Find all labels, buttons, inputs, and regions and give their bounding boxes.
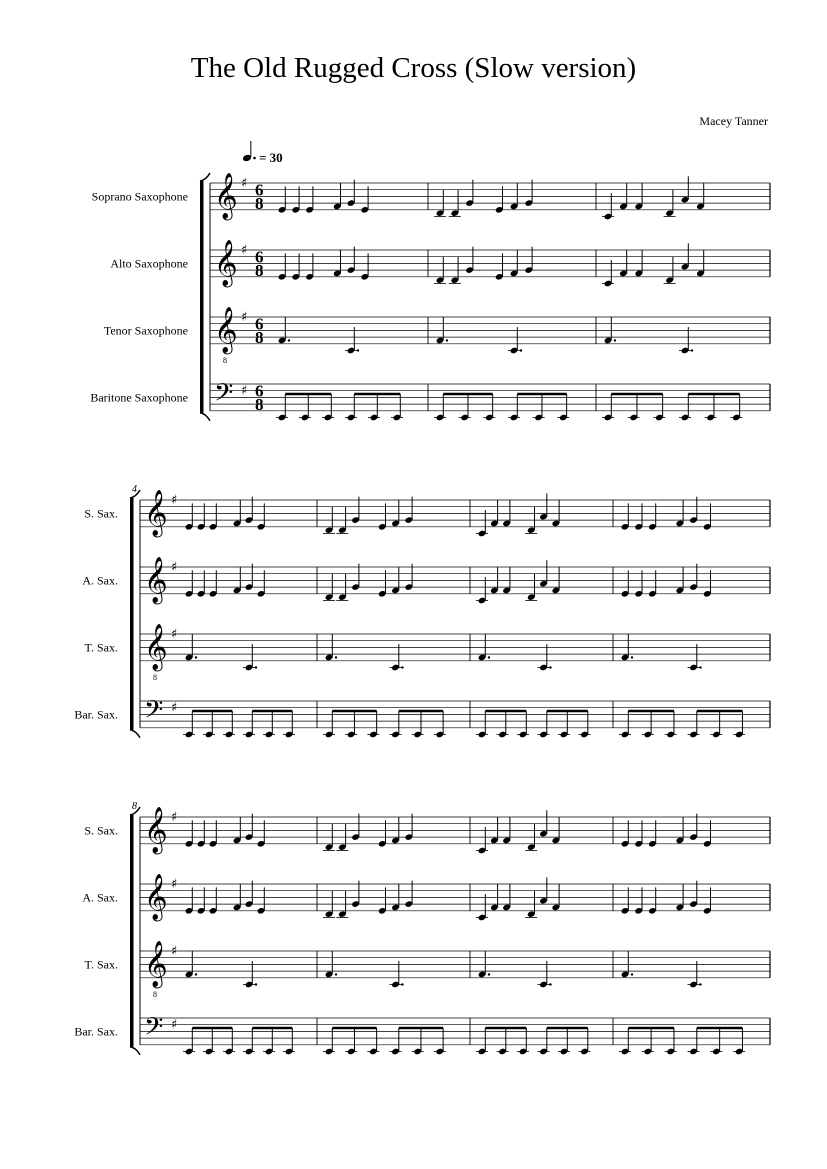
note-dot <box>335 656 337 658</box>
measure-notes <box>476 1028 591 1055</box>
measure-notes <box>323 881 413 918</box>
score-system <box>74 484 770 738</box>
staff <box>85 624 770 682</box>
sharp-icon: ♯ <box>171 560 178 575</box>
sharp-icon: ♯ <box>171 493 178 508</box>
measure-notes <box>183 1028 295 1055</box>
instrument-label: S. Sax. <box>84 823 118 838</box>
note-dot <box>549 666 551 668</box>
sharp-icon: ♯ <box>241 176 248 191</box>
note-dot <box>631 973 633 975</box>
note-dot <box>699 666 701 668</box>
note-dot <box>401 666 403 668</box>
note-dot <box>401 983 403 985</box>
system-bracket <box>130 498 134 730</box>
staff <box>85 941 770 999</box>
measure-notes <box>602 394 742 421</box>
sharp-icon: ♯ <box>171 810 178 825</box>
staff <box>82 557 770 605</box>
measure-notes <box>619 1028 745 1055</box>
measure-notes <box>278 317 360 354</box>
instrument-label: T. Sax. <box>84 640 118 655</box>
staff <box>74 1012 770 1055</box>
measure-notes <box>323 564 413 601</box>
measure-notes <box>434 247 533 284</box>
time-signature-denominator: 8 <box>255 394 264 414</box>
bass-clef-icon: 𝄢 <box>214 378 234 414</box>
octave-mark: 8 <box>153 989 157 999</box>
measure-notes <box>183 711 295 738</box>
staff <box>90 378 770 421</box>
note-dot <box>255 666 257 668</box>
sharp-icon: ♯ <box>241 243 248 258</box>
tempo-value: = 30 <box>259 150 283 165</box>
page-title: The Old Rugged Cross (Slow version) <box>190 52 637 84</box>
bass-clef-icon: 𝄢 <box>144 1012 164 1048</box>
sharp-icon: ♯ <box>241 310 248 325</box>
staff <box>92 173 770 221</box>
measure-number: 4 <box>132 484 137 495</box>
sharp-icon: ♯ <box>171 1017 178 1033</box>
staff <box>84 490 770 538</box>
sharp-icon: ♯ <box>171 877 178 892</box>
measure-notes <box>323 711 446 738</box>
treble-clef-icon: 𝄞 <box>214 307 238 354</box>
treble-clef-icon: 𝄞 <box>144 490 168 537</box>
measure-notes <box>434 180 533 217</box>
measure-notes <box>436 317 523 354</box>
sharp-icon: ♯ <box>171 627 178 642</box>
measure-number: 8 <box>132 801 137 812</box>
sharp-icon: ♯ <box>171 700 178 716</box>
treble-clef-icon: 𝄞 <box>144 624 168 671</box>
measure-notes <box>185 634 258 671</box>
note-dot <box>195 656 197 658</box>
measure-notes <box>434 394 569 421</box>
measure-notes <box>476 711 591 738</box>
measure-notes <box>323 497 413 534</box>
instrument-label: Bar. Sax. <box>74 1024 118 1039</box>
time-signature-denominator: 8 <box>255 327 264 347</box>
bracket-tip <box>130 1047 140 1055</box>
staff <box>74 695 770 738</box>
instrument-label: A. Sax. <box>82 573 118 588</box>
instrument-label: T. Sax. <box>84 957 118 972</box>
measure-notes <box>478 634 552 671</box>
time-signature-numerator: 6 <box>255 381 264 401</box>
treble-clef-icon: 𝄞 <box>144 874 168 921</box>
note-dot <box>255 983 257 985</box>
measure-notes <box>325 634 404 671</box>
bracket-tip <box>200 413 210 421</box>
note-dot <box>549 983 551 985</box>
measure-notes <box>323 1028 446 1055</box>
treble-clef-icon: 𝄞 <box>144 557 168 604</box>
sharp-icon: ♯ <box>171 944 178 959</box>
time-signature-denominator: 8 <box>255 260 264 280</box>
treble-clef-icon: 𝄞 <box>144 807 168 854</box>
measure-notes <box>621 951 702 988</box>
treble-clef-icon: 𝄞 <box>144 941 168 988</box>
instrument-label: Tenor Saxophone <box>103 323 188 338</box>
staff <box>104 307 770 365</box>
instrument-label: Soprano Saxophone <box>91 189 188 204</box>
staff <box>82 874 770 922</box>
note-dot <box>488 973 490 975</box>
note-dot <box>446 339 448 341</box>
note-dot <box>335 973 337 975</box>
note-dot <box>631 656 633 658</box>
measure-notes <box>323 814 413 851</box>
note-dot <box>699 983 701 985</box>
measure-notes <box>478 951 552 988</box>
note-dot <box>195 973 197 975</box>
measure-notes <box>619 711 745 738</box>
measure-notes <box>185 951 258 988</box>
note-dot <box>357 349 359 351</box>
note-dot <box>488 656 490 658</box>
system-bracket <box>200 181 204 413</box>
note-dot <box>614 339 616 341</box>
instrument-label: A. Sax. <box>82 890 118 905</box>
sharp-icon: ♯ <box>241 383 248 399</box>
instrument-label: Baritone Saxophone <box>90 390 188 405</box>
staff <box>84 807 770 855</box>
time-signature-denominator: 8 <box>255 193 264 213</box>
time-signature-numerator: 6 <box>255 314 264 334</box>
measure-notes <box>325 951 404 988</box>
measure-notes <box>604 317 694 354</box>
composer-name: Macey Tanner <box>699 114 768 128</box>
time-signature-numerator: 6 <box>255 247 264 267</box>
time-signature-numerator: 6 <box>255 180 264 200</box>
instrument-label: S. Sax. <box>84 506 118 521</box>
bracket-tip <box>130 730 140 738</box>
tempo-marking <box>242 141 283 165</box>
note-dot <box>691 349 693 351</box>
measure-notes <box>276 394 403 421</box>
score-system <box>90 173 770 421</box>
octave-mark: 8 <box>223 355 227 365</box>
note-dot <box>288 339 290 341</box>
measure-notes <box>621 634 702 671</box>
note-dot <box>520 349 522 351</box>
octave-mark: 8 <box>153 672 157 682</box>
instrument-label: Bar. Sax. <box>74 707 118 722</box>
score-system <box>74 801 770 1055</box>
instrument-label: Alto Saxophone <box>110 256 188 271</box>
treble-clef-icon: 𝄞 <box>214 240 238 287</box>
system-bracket <box>130 815 134 1047</box>
bracket-tip <box>200 173 210 181</box>
bass-clef-icon: 𝄢 <box>144 695 164 731</box>
treble-clef-icon: 𝄞 <box>214 173 238 220</box>
staff <box>110 240 770 288</box>
